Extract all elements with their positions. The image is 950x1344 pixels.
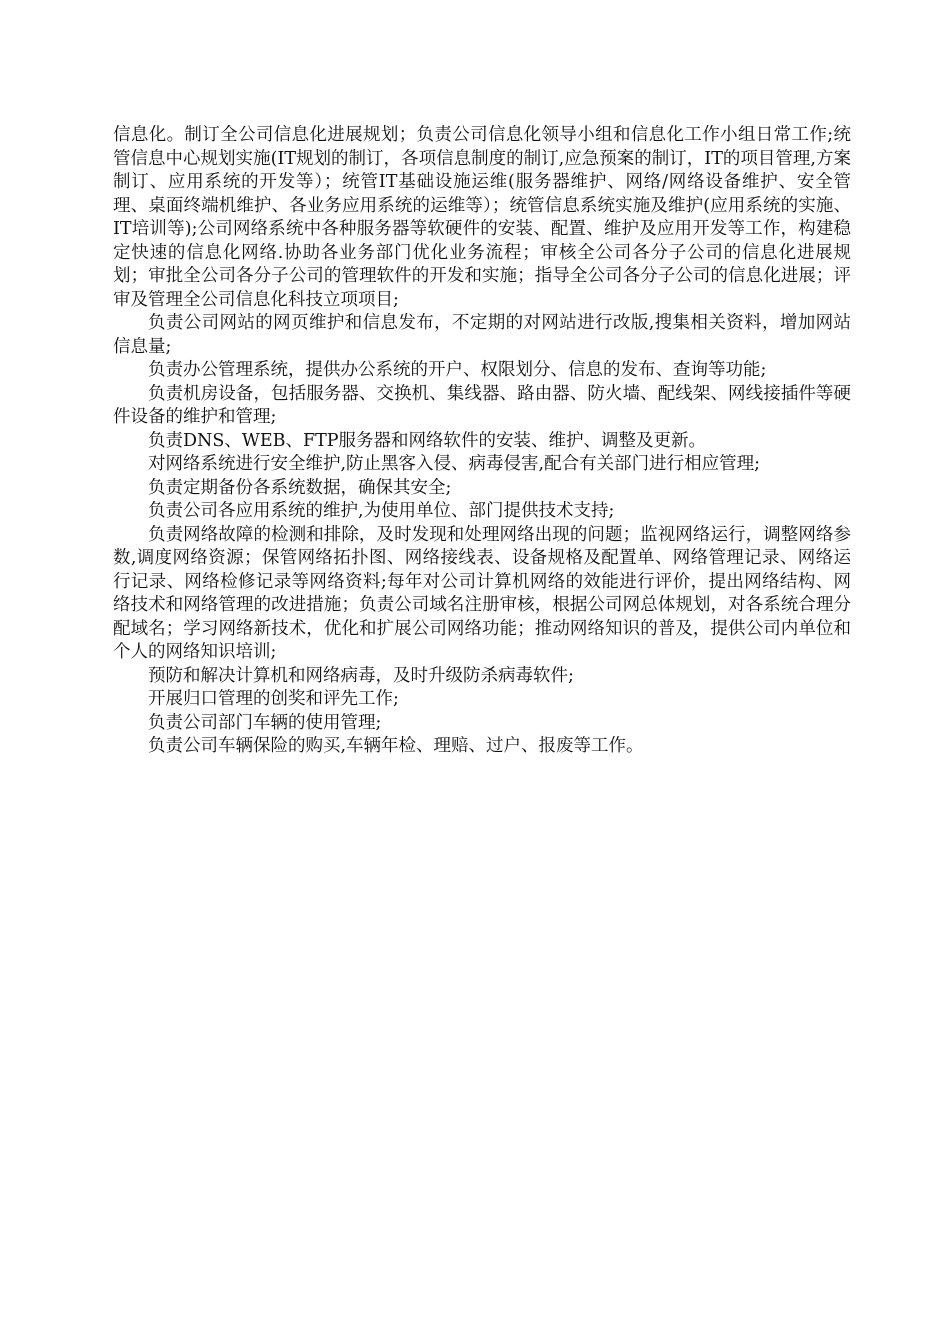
paragraph-13: 负责公司车辆保险的购买,车辆年检、理赔、过户、报废等工作。 (148, 736, 644, 756)
paragraph-3: 负责办公管理系统，提供办公系统的开户、权限划分、信息的发布、查询等功能; (148, 360, 767, 380)
paragraph-12: 负责公司部门车辆的使用管理; (148, 712, 382, 733)
document-body (113, 124, 851, 759)
paragraph-8: 负责公司各应用系统的维护,为使用单位、部门提供技术支持; (148, 501, 615, 521)
paragraph-6: 对网络系统进行安全维护,防止黑客入侵、病毒侵害,配合有关部门进行相应管理; (148, 454, 761, 474)
paragraph-1: 信息化。制订全公司信息化进展规划；负责公司信息化领导小组和信息化工作小组日常工作;统管信息中心规划实施(IT规划的制订，各项信息制度的制订,应急预案的制订，IT的项目管理,方案制订、应用系统的开发等）；统管IT基础设施运维(服务器维护、网络/网络设备维护、安全管理、桌面终端机维护、各业务应用系统的运维等）；统管信息系统实施及维护(应用系统的实施、IT培训等);公司网络系统中各种服务器等软硬件的安装、配置、维护及应用开发等工作，构建稳定快速的信息化网络.协助各业务部门优化业务流程；审核全公司各分子公司的信息化进展规划；审批全公司各分子公司的管理软件的开发和实施；指导全公司各分子公司的信息化进展；评审及管理全公司信息化科技立项项目; (113, 125, 851, 310)
paragraph-10: 预防和解决计算机和网络病毒，及时升级防杀病毒软件; (148, 665, 574, 686)
paragraph-11: 开展归口管理的创奖和评先工作; (148, 689, 399, 709)
paragraph-5: 负责DNS、WEB、FTP服务器和网络软件的安装、维护、调整及更新。 (148, 430, 707, 451)
paragraph-4: 负责机房设备，包括服务器、交换机、集线器、路由器、防火墙、配线架、网线接插件等硬件设备的维护和管理; (113, 383, 851, 427)
paragraph-9: 负责网络故障的检测和排除，及时发现和处理网络出现的问题；监视网络运行，调整网络参数,调度网络资源；保管网络拓扑图、网络接线表、设备规格及配置单、网络管理记录、网络运行记录、网络检修记录等网络资料;每年对公司计算机网络的效能进行评价，提出网络结构、网络技术和网络管理的改进措施；负责公司域名注册审核，根据公司网总体规划，对各系统合理分配域名；学习网络新技术，优化和扩展公司网络功能；推动网络知识的普及，提供公司内单位和个人的网络知识培训; (113, 524, 851, 662)
paragraph-2: 负责公司网站的网页维护和信息发布，不定期的对网站进行改版,搜集相关资料，增加网站信息量; (113, 313, 851, 357)
paragraph-7: 负责定期备份各系统数据，确保其安全; (148, 477, 452, 498)
